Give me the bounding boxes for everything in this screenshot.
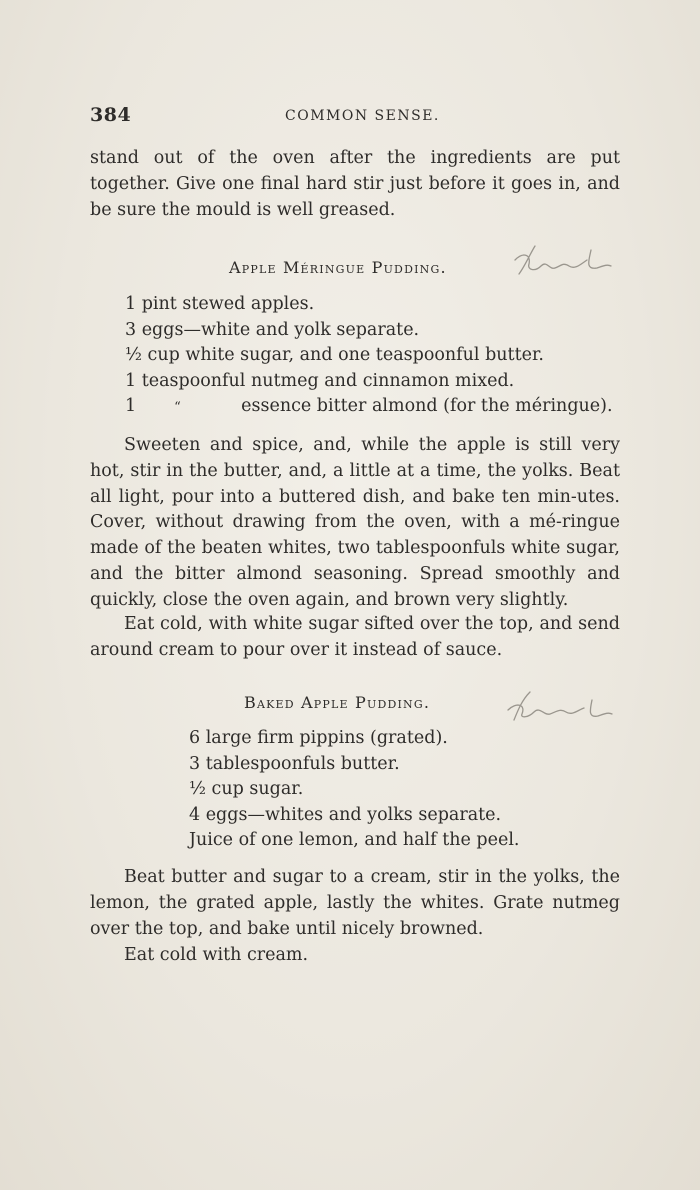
ingredient-item: ½ cup white sugar, and one teaspoonful butter. [125, 345, 544, 365]
page-header [90, 104, 620, 128]
ditto-mark: “ [174, 400, 181, 415]
recipe2-serving-note: Eat cold with cream. [124, 945, 309, 965]
recipe1-serving-note: Eat cold, with white sugar sifted over the top, and send around cream to pour over it instead of sauce. [90, 614, 620, 660]
ingredient-item: ½ cup sugar. [189, 779, 304, 799]
recipe2-directions: Beat butter and sugar to a cream, stir in the yolks, the lemon, the grated apple, lastly the whites. Grate nutmeg over the top, and bake until nicely browned. [90, 867, 620, 939]
recipe2-ingredients [189, 726, 520, 854]
recipe2-title: Baked Apple Pudding. [244, 693, 431, 712]
ingredient-item-ditto [125, 394, 613, 421]
recipe1-title: Apple Méringue Pudding. [229, 258, 447, 277]
ingredient-item: Juice of one lemon, and half the peel. [189, 830, 520, 850]
ingredient-item: 4 eggs—whites and yolks separate. [189, 804, 502, 825]
recipe1-ingredients [125, 292, 613, 421]
running-title: COMMON SENSE. [285, 108, 440, 124]
ingredient-item: 6 large firm pippins (grated). [189, 728, 448, 748]
ingredient-item: 3 tablespoonfuls butter. [189, 753, 400, 774]
recipe1-directions: Sweeten and spice, and, while the apple is still very hot, stir in the butter, and, a little at a time, the yolks. Beat all light, pour into a buttered dish, and bake ten min-utes. Cover, without drawing from the oven, with a mé-ringue made of the beaten whites, two tablespoonfuls white sugar, and the bitter almond seasoning. Spread smoothly and quickly, close the oven again, and brown very slightly. [90, 435, 620, 610]
ditto-rest: essence bitter almond (for the méringue). [241, 396, 613, 416]
pencil-annotation-2 [500, 688, 620, 728]
page-number: 384 [90, 104, 132, 126]
ditto-quantity: 1 [125, 396, 137, 416]
ingredient-item: 1 teaspoonful nutmeg and cinnamon mixed. [125, 370, 515, 391]
pencil-annotation-1 [505, 240, 625, 280]
ingredient-item: 3 eggs—white and yolk separate. [125, 319, 420, 340]
intro-paragraph: stand out of the oven after the ingredients are put together. Give one final hard stir just before it goes in, and be sure the mould is well greased. [90, 148, 620, 220]
ingredient-item: 1 pint stewed apples. [125, 294, 315, 314]
